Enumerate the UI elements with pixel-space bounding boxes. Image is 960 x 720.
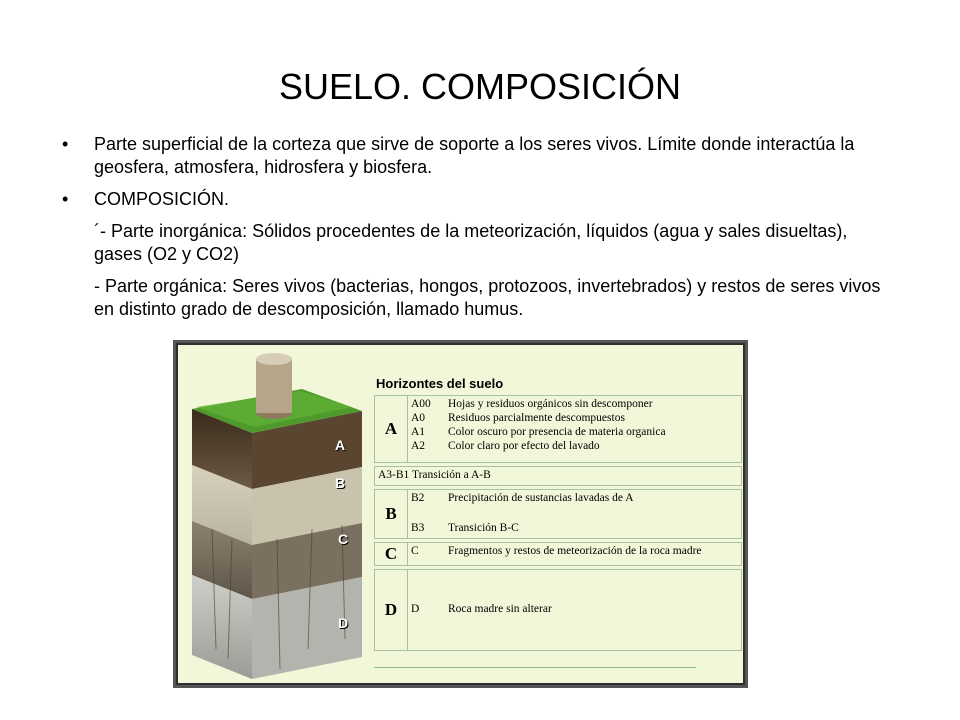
horizon-row-a bbox=[374, 395, 742, 463]
horizon-line: B2 Precipitación de sustancias lavadas de A bbox=[411, 492, 634, 504]
sub-paragraph-inorganic: ´- Parte inorgánica: Sólidos procedentes de la meteorización, líquidos (agua y sales disueltas), gases (O2 y CO2) bbox=[94, 221, 848, 264]
horizon-row-b bbox=[374, 489, 742, 539]
slide-content bbox=[57, 133, 897, 330]
horizon-row-d bbox=[374, 569, 742, 651]
bullet-composition bbox=[57, 188, 897, 211]
horizon-line: A00 Hojas y residuos orgánicos sin descomponer bbox=[411, 398, 653, 410]
horizon-line: D Roca madre sin alterar bbox=[411, 603, 552, 615]
horizon-line: A0 Residuos parcialmente descompuestos bbox=[411, 412, 625, 424]
horizon-line: C Fragmentos y restos de meteorización de la roca madre bbox=[411, 545, 702, 557]
horizon-row-transition: A3-B1 Transición a A-B bbox=[374, 466, 742, 486]
figure-panel bbox=[176, 343, 745, 685]
bullet-icon: • bbox=[62, 189, 69, 209]
sub-paragraph-organic: - Parte orgánica: Seres vivos (bacterias, hongos, protozoos, invertebrados) y restos de seres vivos en distinto grado de descomposición, llamado humus. bbox=[94, 276, 881, 319]
soil-label-a: A bbox=[335, 437, 346, 453]
horizon-line: B3 Transición B-C bbox=[411, 522, 519, 534]
horizon-letter: C bbox=[375, 543, 408, 565]
horizon-letter: D bbox=[375, 570, 408, 650]
bullet-icon: • bbox=[62, 134, 69, 154]
soil-horizons-figure bbox=[173, 340, 748, 688]
horizon-line: A1 Color oscuro por presencia de materia organica bbox=[411, 426, 666, 438]
soil-label-b: B bbox=[335, 475, 346, 491]
divider-line bbox=[374, 667, 696, 668]
soil-label-d: D bbox=[338, 615, 349, 631]
horizon-row-c bbox=[374, 542, 742, 566]
horizon-line: A2 Color claro por efecto del lavado bbox=[411, 440, 600, 452]
bullet-text: COMPOSICIÓN. bbox=[94, 189, 230, 209]
bullet-text: Parte superficial de la corteza que sirve de soporte a los seres vivos. Límite donde interactúa la geosfera, atmosfera, hidrosfera y biosfera. bbox=[94, 134, 855, 177]
horizons-table bbox=[374, 395, 742, 654]
figure-title: Horizontes del suelo bbox=[376, 376, 504, 391]
bullet-definition bbox=[57, 133, 897, 179]
soil-label-c: C bbox=[338, 531, 349, 547]
soil-block-illustration bbox=[182, 349, 372, 685]
horizon-letter: B bbox=[375, 490, 408, 538]
horizon-letter: A bbox=[375, 396, 408, 462]
slide-title: SUELO. COMPOSICIÓN bbox=[278, 66, 682, 107]
